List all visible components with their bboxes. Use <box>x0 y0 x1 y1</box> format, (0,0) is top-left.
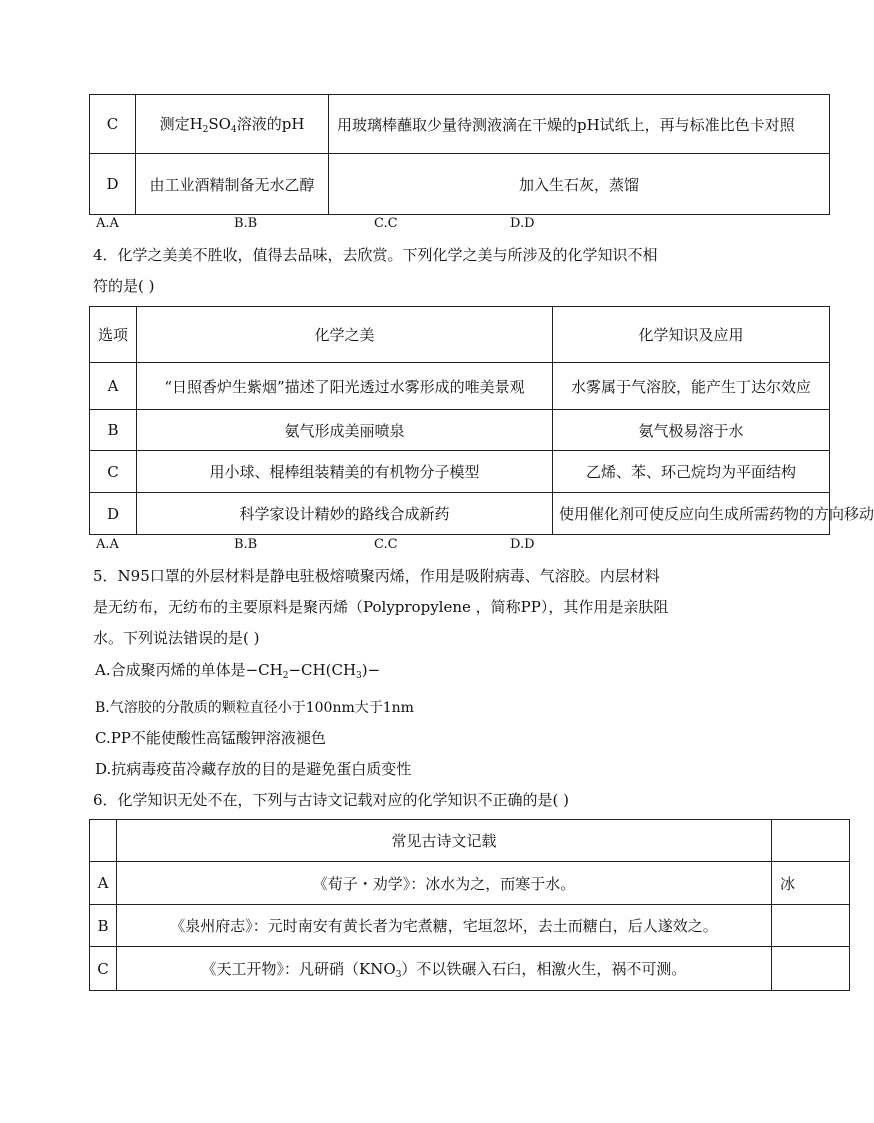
row-label: B <box>90 410 137 451</box>
q4-table <box>89 306 874 535</box>
beauty-cell: 氨气形成美丽喷泉 <box>137 410 553 451</box>
table-row <box>90 154 830 215</box>
knowledge-cell: 水雾属于气溶胶，能产生丁达尔效应 <box>553 363 830 410</box>
subscript: 2 <box>202 125 209 135</box>
header-blank <box>90 820 117 862</box>
table-row <box>90 363 830 410</box>
knowledge-cell <box>772 947 850 991</box>
text: SO <box>208 115 231 133</box>
row-label: B <box>90 905 117 947</box>
q3-d-method: 加入生石灰，蒸馏 <box>329 154 830 215</box>
record-cell <box>117 947 772 991</box>
subscript: 4 <box>230 125 237 135</box>
header-record: 常见古诗文记载 <box>117 820 772 862</box>
subscript: 2 <box>282 671 289 681</box>
q5-option-b[interactable]: B.气溶胶的分散质的颗粒直径小于100nm大于1nm <box>95 700 414 716</box>
option-c[interactable]: C.C <box>374 216 398 231</box>
header-blank <box>772 820 850 862</box>
row-label: C <box>90 95 136 154</box>
subscript: 3 <box>356 671 362 681</box>
q3-d-item: 由工业酒精制备无水乙醇 <box>136 154 329 215</box>
q3-c-method: 用玻璃棒蘸取少量待测液滴在干燥的pH试纸上，再与标准比色卡对照 <box>329 95 830 154</box>
row-label: A <box>90 363 137 410</box>
option-b[interactable]: B.B <box>234 216 258 231</box>
subscript: 3 <box>395 969 402 980</box>
table-row <box>90 905 850 947</box>
option-d[interactable]: D.D <box>510 537 535 552</box>
row-label: D <box>90 493 137 535</box>
formula: )− <box>361 661 381 679</box>
q5-option-d[interactable]: D.抗病毒疫苗冷藏存放的目的是避免蛋白质变性 <box>95 760 412 778</box>
row-label: C <box>90 451 137 493</box>
q5-stem-line3: 水。下列说法错误的是( ) <box>93 629 260 647</box>
knowledge-cell: 乙烯、苯、环己烷均为平面结构 <box>553 451 830 493</box>
option-a[interactable]: A.A <box>96 537 119 552</box>
q5-stem-line2: 是无纺布，无纺布的主要原料是聚丙烯（Polypropylene ，简称PP），其作用是亲肤阻 <box>93 598 669 616</box>
table-row <box>90 451 830 493</box>
text: ）不以铁碾入石臼，相激火生，祸不可测。 <box>401 959 687 978</box>
knowledge-cell: 氨气极易溶于水 <box>553 410 830 451</box>
formula: −CH <box>245 661 283 679</box>
knowledge-cell <box>772 905 850 947</box>
option-b[interactable]: B.B <box>234 537 258 552</box>
beauty-cell: 用小球、棍棒组装精美的有机物分子模型 <box>137 451 553 493</box>
q5-option-c[interactable]: C.PP不能使酸性高锰酸钾溶液褪色 <box>95 729 326 747</box>
header-knowledge: 化学知识及应用 <box>553 307 830 363</box>
table-row <box>90 410 830 451</box>
row-label: D <box>90 154 136 215</box>
option-d[interactable]: D.D <box>510 216 535 231</box>
q4-stem-line1: 4．化学之美美不胜收，值得去品味，去欣赏。下列化学之美与所涉及的化学知识不相 <box>93 246 658 264</box>
header-option: 选项 <box>90 307 137 363</box>
table-row <box>90 493 830 535</box>
row-label: C <box>90 947 117 991</box>
table-row <box>90 862 850 905</box>
record-cell: 《泉州府志》：元时南安有黄长者为宅煮糖，宅垣忽坏，去土而糖白，后人遂效之。 <box>117 905 772 947</box>
q3-table <box>89 94 830 215</box>
header-beauty: 化学之美 <box>137 307 553 363</box>
option-a[interactable]: A.A <box>96 216 119 231</box>
q5-option-a[interactable] <box>95 659 380 681</box>
text: 测定H <box>159 115 203 133</box>
row-label: A <box>90 862 117 905</box>
table-header-row <box>90 820 850 862</box>
formula: −CH(CH <box>288 661 357 679</box>
q5-stem-line1: 5．N95口罩的外层材料是静电驻极熔喷聚丙烯，作用是吸附病毒、气溶胶。内层材料 <box>93 567 660 585</box>
knowledge-cell: 使用催化剂可使反应向生成所需药物的方向移动 <box>553 493 830 535</box>
beauty-cell: “日照香炉生紫烟”描述了阳光透过水雾形成的唯美景观 <box>137 363 553 410</box>
beauty-cell: 科学家设计精妙的路线合成新药 <box>137 493 553 535</box>
text: 《天工开物》：凡研硝（KNO <box>201 959 396 978</box>
table-header-row <box>90 307 830 363</box>
option-text: A.合成聚丙烯的单体是 <box>95 661 246 679</box>
table-row <box>90 95 830 154</box>
q3-c-item <box>136 95 329 154</box>
option-c[interactable]: C.C <box>374 537 398 552</box>
text: 溶液的pH <box>236 115 305 133</box>
knowledge-cell: 冰 <box>772 862 850 905</box>
record-cell: 《荀子・劝学》：冰水为之，而寒于水。 <box>117 862 772 905</box>
q6-stem: 6．化学知识无处不在，下列与古诗文记载对应的化学知识不正确的是( ) <box>93 791 570 809</box>
table-row <box>90 947 850 991</box>
q6-table <box>89 819 850 991</box>
q4-stem-line2: 符的是( ) <box>93 277 155 295</box>
